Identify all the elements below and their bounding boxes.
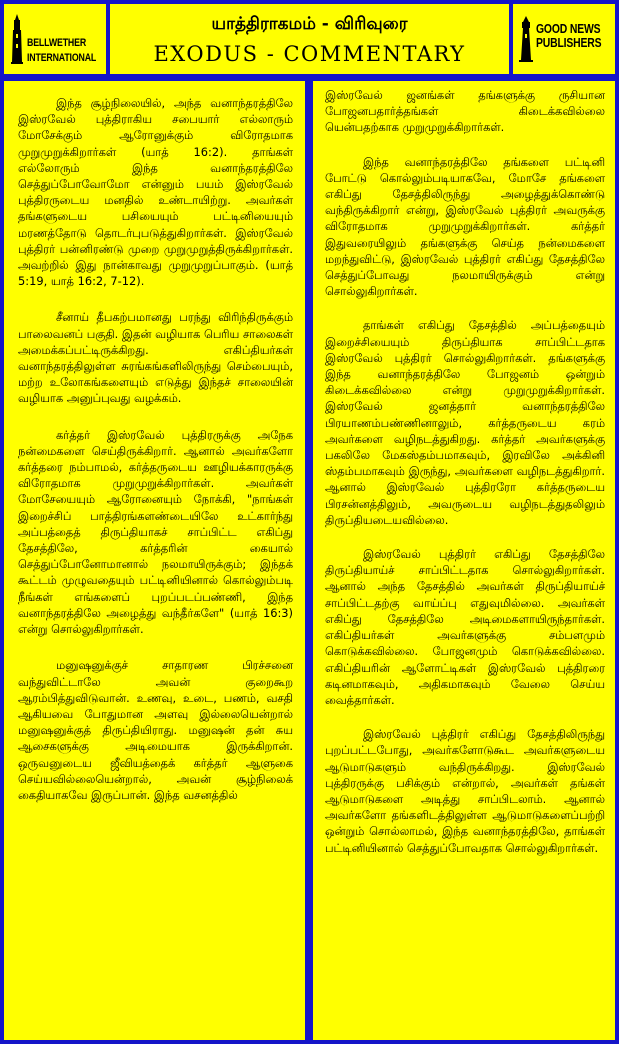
left-paragraph-2: சீனாய் தீபகற்பமானது பரந்து விரிந்திருக்கும் பாலைவனப் பகுதி. இதன் வழியாக பெரிய சாலைகள் அமைக்கப்பட்டிருக்கிறது. எகிப்தியர்கள் வனாந்தரத்திலுள்ள சுரங்கங்களிலிருந்து செம்பையும், மற்ற உலோகங்களையும் எடுத்து இந்தச் சாலையின் வழியாக அனுப்புவது வழக்கம். — [18, 310, 293, 406]
left-logo-line2: INTERNATIONAL — [27, 52, 97, 64]
lighthouse-icon — [519, 16, 533, 62]
left-paragraph-3: கர்த்தர் இஸ்ரவேல் புத்திரருக்கு அநேக நன்மைகளை செய்திருக்கிறார். ஆனால் அவர்களோ கர்த்தரை நம்பாமல், கர்த்தருடைய ஊழியக்காரருக்கு விரோதமாக முறுமுறுக்கிறார்கள். அவர்கள் மோசேயையும் ஆரோனையும் நோக்கி, "நாங்கள் இறைச்சிப் பாத்திரங்களண்டையிலே உட்கார்ந்து அப்பத்தைத் திருப்தியாகச் சாப்பிட்ட எகிப்து தேசத்திலே, கர்த்தரின் கையால் செத்துப்போனோமானால் நலமாயிருக்கும்; இந்தக் கூட்டம் முழுவதையும் பட்டினியினால் கொல்லும்படி நீங்கள் எங்களைப் புறப்படப்பண்ணி, இந்த வனாந்தரத்திலே அழைத்து வந்தீர்களே" (யாத் 16:3) என்று சொல்லுகிறார்கள். — [18, 427, 293, 637]
good-news-logo — [519, 16, 615, 62]
good-news-logo-box — [513, 4, 615, 74]
right-logo-line2: PUBLISHERS — [536, 35, 602, 50]
bellwether-logo-box — [4, 4, 106, 74]
bellwether-logo — [10, 14, 106, 66]
right-paragraph-2: இந்த வனாந்தரத்திலே தங்களை பட்டினி போட்டு கொல்லும்படியாகவே, மோசே தங்களை எகிப்து தேசத்திலிருந்து அழைத்துக்கொண்டு வந்திருக்கிறார் என்று, இஸ்ரவேல் புத்திரர் அவருக்கு விரோதமாக முறுமுறுக்கிறார்கள். கர்த்தர் இதுவரையிலும் தங்களுக்கு செய்த நன்மைகளை மறந்துவிட்டு, இஸ்ரவேல் புத்திரர் எகிப்து தேசத்திலே செத்துப்போவது நலமாயிருக்கும் என்று சொல்லுகிறார்கள். — [325, 154, 605, 299]
left-column — [4, 81, 305, 1040]
right-paragraph-5: இஸ்ரவேல் புத்திரர் எகிப்து தேசத்திலிருந்து புறப்பட்டபோது, அவர்களோடுகூட அவர்களுடைய ஆடுமாடுகளும் வந்திருக்கிறது. இஸ்ரவேல் புத்திரருக்கு பசிக்கும் என்றால், அவர்கள் தங்கள் ஆடுமாடுகளை அடித்து சாப்பிடலாம். ஆனால் அவர்களோ தங்களிடத்திலுள்ள ஆடுமாடுகளைப்பற்றி ஒன்றும் சொல்லாமல், இந்த வனாந்தரத்திலே, தாங்கள் பட்டினியினால் செத்துப்போவதாக சொல்லுகிறார்கள். — [325, 727, 605, 855]
right-column — [313, 81, 615, 1040]
left-logo-line1: BELLWETHER — [27, 37, 87, 49]
right-paragraph-4: இஸ்ரவேல் புத்திரர் எகிப்து தேசத்திலே திருப்தியாய்ச் சாப்பிட்டதாக சொல்லுகிறார்கள். ஆனால் அந்த தேசத்தில் அவர்கள் திருப்தியாய்ச் சாப்பிட்டதற்கு வாய்ப்பு எதுவுமில்லை. அவர்கள் எகிப்து தேசத்திலே அடிமைகளாயிருந்தார்கள். எகிப்தியர்கள் அவர்களுக்கு சம்பளமும் கொடுக்கவில்லை. போஜனமும் கொடுக்கவில்லை. எகிப்தியரின் ஆளோட்டிகள் இஸ்ரவேல் புத்திரரை கடினமாகவும், அதிகமாகவும் வேலை செய்ய வைத்தார்கள். — [325, 547, 605, 707]
right-paragraph-3: தாங்கள் எகிப்து தேசத்தில் அப்பத்தையும் இறைச்சியையும் திருப்தியாக சாப்பிட்டதாக இஸ்ரவேல் புத்திரர் சொல்லுகிறார்கள். தங்களுக்கு இந்த வனாந்தரத்திலே போஜனம் ஒன்றும் கிடைக்கவில்லை என்று முறுமுறுக்கிறார்கள். இஸ்ரவேல் ஜனத்தார் வனாந்தரத்திலே பிரயாணம்பண்ணினாலும், கர்த்தருடைய கரம் அவர்களை வழிநடத்துகிறது. கர்த்தர் அவர்களுக்கு பகலிலே மேகஸ்தம்பமாகவும், இரவிலே அக்கினி ஸ்தம்பமாகவும் இருந்து, அவர்களை வழிநடத்துகிறார். ஆனால் இஸ்ரவேல் புத்திரரோ கர்த்தருடைய பிரசன்னத்திலும், அவருடைய வழிநடத்துதலிலும் திருப்தியடையவில்லை. — [325, 318, 605, 527]
title-tamil: யாத்திராகமம் - விரிவுரை — [211, 14, 408, 34]
right-logo-line1: GOOD NEWS — [536, 21, 601, 36]
left-paragraph-1: இந்த சூழ்நிலையில், அந்த வனாந்தரத்திலே இஸ்ரவேல் புத்திராகிய சபையார் எல்லாரும் மோசேக்கும் ஆரோனுக்கும் விரோதமாக முறுமுறுக்கிறார்கள் (யாத் 16:2). தாங்கள் எல்லோரும் இந்த வனாந்தரத்திலே செத்துப்போவோமோ என்னும் பயம் இஸ்ரவேல் புத்திரருடைய மனதில் உண்டாயிற்று. அவர்கள் தங்களுடைய பசியையும் பட்டினியையும் மரணத்தோடு தொடர்புபடுத்துகிறார்கள். இஸ்ரவேல் புத்திரர் பன்னிரண்டு முறை முறுமுறுத்திருக்கிறார்கள். அவற்றில் இது நான்காவது முறுமுறுப்பாகும். (யாத் 5:19, யாத் 16:2, 7-12). — [18, 96, 293, 289]
left-paragraph-4: மனுஷனுக்குச் சாதாரண பிரச்சனை வந்துவிட்டாலே அவன் குறைகூற ஆரம்பித்துவிடுவான். உணவு, உடை, பணம், வசதி ஆகியவை போதுமான அளவு இல்லையென்றால் மனுஷனுக்குத் திருப்தியிராது. மனுஷன் தன் சுய ஆசைகளுக்கு அடிமையாக இருக்கிறான். ஒருவனுடைய ஜீவியத்தைக் கர்த்தர் ஆளுகை செய்யவில்லையென்றால், அவன் சூழ்நிலைக் கைதியாகவே இருப்பான். இந்த வசனத்தில் — [18, 658, 293, 802]
right-paragraph-1: இஸ்ரவேல் ஜனங்கள் தங்களுக்கு ருசியான போஜனபதார்த்தங்கள் கிடைக்கவில்லை யென்பதற்காக முறுமுறுக்கிறார்கள். — [325, 88, 605, 135]
title-english: EXODUS - COMMENTARY — [153, 42, 466, 66]
tower-icon — [10, 14, 24, 64]
title-box — [110, 4, 509, 74]
